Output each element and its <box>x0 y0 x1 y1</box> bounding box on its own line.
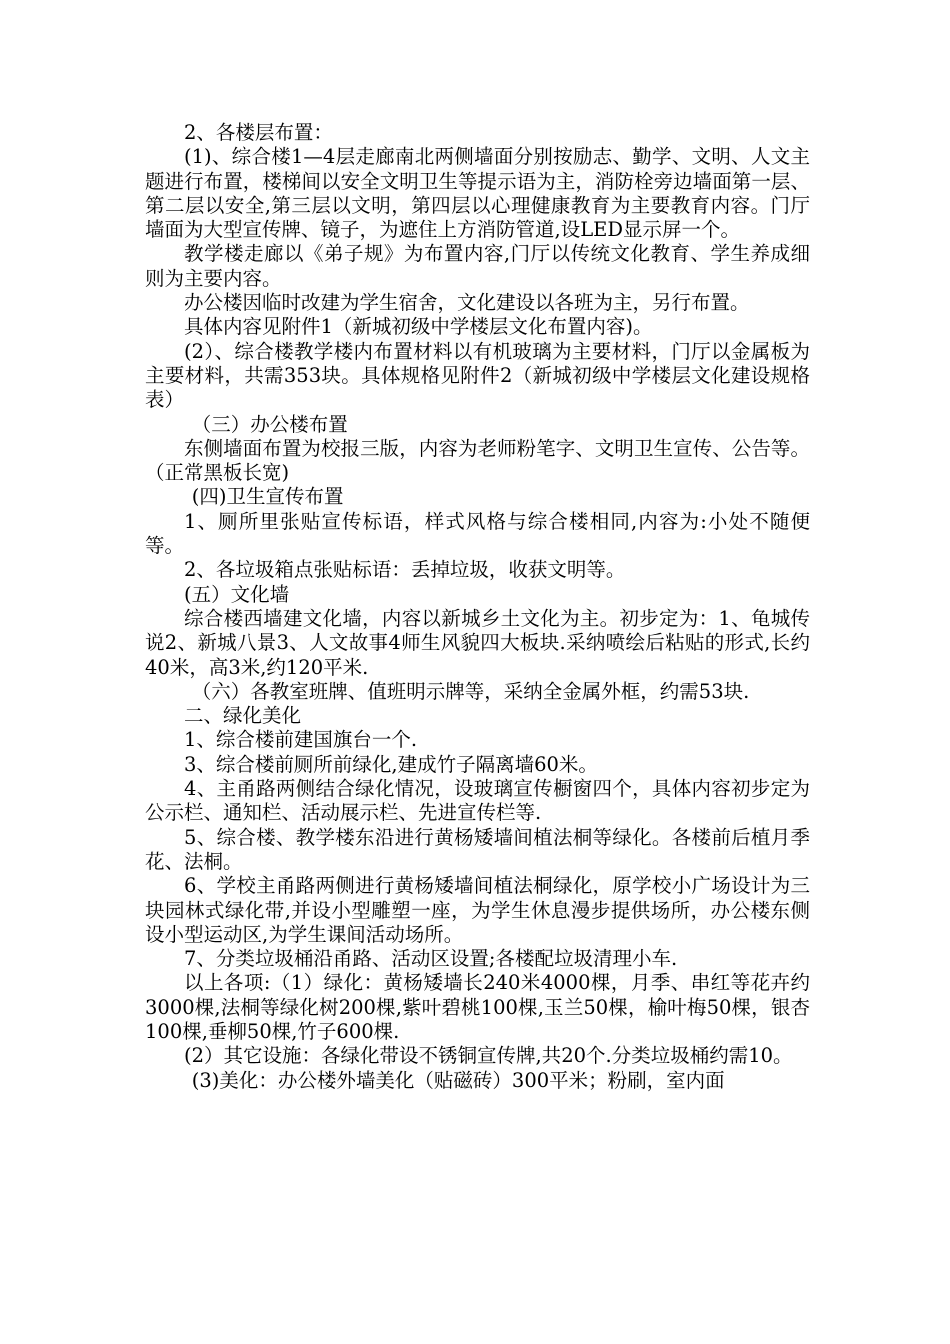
paragraph: (1)、综合楼1—4层走廊南北两侧墙面分别按励志、勤学、文明、人文主题进行布置，楼梯间以安全文明卫生等提示语为主，消防栓旁边墙面第一层、第二层以安全,第三层以文明，第四层以心理健康教育为主要教育内容。门厅墙面为大型宣传牌、镜子，为遮住上方消防管道,设LED显示屏一个。 <box>145 145 810 242</box>
paragraph: 具体内容见附件1（新城初级中学楼层文化布置内容)。 <box>184 315 653 339</box>
section-heading: (四)卫生宣传布置 <box>191 485 344 509</box>
paragraph: 6、学校主甬路两侧进行黄杨矮墙间植法桐绿化，原学校小广场设计为三块园林式绿化带,并设小型雕塑一座，为学生休息漫步提供场所，办公楼东侧设小型运动区,为学生课间活动场所。 <box>145 874 810 946</box>
section-heading: 二、绿化美化 <box>184 704 302 728</box>
paragraph: 办公楼因临时改建为学生宿舍，文化建设以各班为主，另行布置。 <box>184 291 750 315</box>
section-heading: （三）办公楼布置 <box>191 412 348 436</box>
paragraph: 东侧墙面布置为校报三版，内容为老师粉笔字、文明卫生宣传、公告等。（正常黑板长宽) <box>145 436 810 485</box>
paragraph: 4、主甬路两侧结合绿化情况，设玻璃宣传橱窗四个，具体内容初步定为公示栏、通知栏、活动展示栏、先进宣传栏等. <box>145 777 810 825</box>
paragraph: 1、厕所里张贴宣传标语，样式风格与综合楼相同,内容为:小处不随便等。 <box>145 509 810 558</box>
paragraph: 3、综合楼前厕所前绿化,建成竹子隔离墙60米。 <box>184 752 598 776</box>
paragraph: 综合楼西墙建文化墙，内容以新城乡土文化为主。初步定为：1、龟城传说2、新城八景3、人文故事4师生风貌四大板块.采纳喷绘后粘贴的形式,长约40米，高3米,约120平米. <box>145 606 810 679</box>
paragraph: （六）各教室班牌、值班明示牌等，采纳全金属外框，约需53块. <box>191 679 750 703</box>
paragraph: 5、综合楼、教学楼东沿进行黄杨矮墙间植法桐等绿化。各楼前后植月季花、法桐。 <box>145 825 810 873</box>
paragraph: 以上各项:（1）绿化：黄杨矮墙长240米4000棵，月季、串红等花卉约3000棵,法桐等绿化树200棵,紫叶碧桃100棵,玉兰50棵，榆叶梅50棵，银杏100棵,垂柳50棵,竹子600棵. <box>145 971 810 1043</box>
paragraph: 2、各楼层布置： <box>184 121 333 144</box>
paragraph: 2、各垃圾箱点张贴标语：丢掉垃圾，收获文明等。 <box>184 558 626 582</box>
paragraph: (3)美化：办公楼外墙美化（贴磁砖）300平米；粉刷，室内面 <box>191 1068 725 1092</box>
section-heading: (五）文化墙 <box>184 582 290 606</box>
paragraph: 1、综合楼前建国旗台一个. <box>184 728 418 752</box>
paragraph: (2）其它设施：各绿化带设不锈铜宣传牌,共20个.分类垃圾桶约需10。 <box>184 1044 793 1068</box>
paragraph: 7、分类垃圾桶沿甬路、活动区设置;各楼配垃圾清理小车. <box>184 947 678 971</box>
paragraph: (2）、综合楼教学楼内布置材料以有机玻璃为主要材料，门厅以金属板为主要材料，共需353块。具体规格见附件2（新城初级中学楼层文化建设规格表） <box>145 339 810 412</box>
paragraph: 教学楼走廊以《弟子规》为布置内容,门厅以传统文化教育、学生养成细则为主要内容。 <box>145 242 810 290</box>
document-body <box>145 121 810 1093</box>
